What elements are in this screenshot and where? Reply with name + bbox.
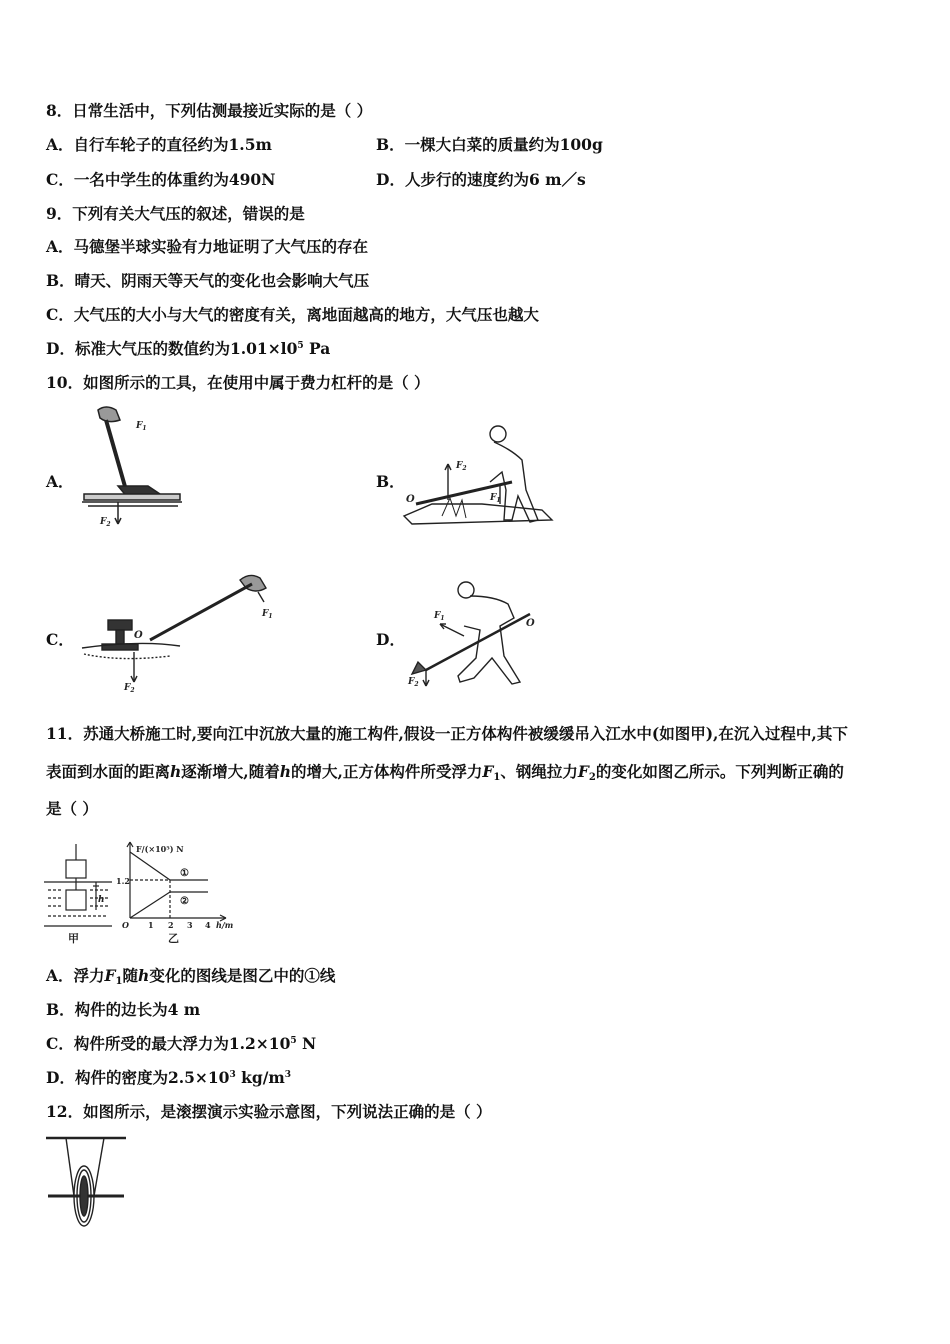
graph-y-axis-label: F/(×10⁵) N [136,844,184,854]
q11-option-a: A．浮力$F_1$随h变化的图线是图乙中的①线 [46,966,336,987]
q9-option-a: A．马德堡半球实验有力地证明了大气压的存在 [46,237,369,256]
q9-option-b: B．晴天、阴雨天等天气的变化也会影响大气压 [46,271,370,290]
q11-line-1: 11．苏通大桥施工时,要向江中沉放大量的施工构件,假设一正方体构件被缓缓吊入江水中(如图甲),在沉入过程中,其下 [46,724,848,743]
figure-d-f2-label: $F_2$ [408,677,419,688]
graph-line-1 [130,852,170,880]
q9-stem: 9．下列有关大气压的叙述，错误的是 [46,204,305,223]
figure-yi-caption: 乙 [168,932,179,945]
q11-line-3: 是（ ） [46,799,98,818]
q9-d-unit: Pa [303,339,331,358]
q8-option-d: D．人步行的速度约为6 m／s [376,170,586,189]
q11-figure-yi [114,838,244,948]
q11-option-c: C．构件所受的最大浮力为$1.2\times 10^5$ N [46,1034,317,1053]
q8-option-c: C．一名中学生的体重约为490N [46,170,276,189]
graph-x-tick-4: 4 [205,920,211,930]
q10-figure-a [78,402,188,530]
graph-y-tick: 1.2 [116,876,130,886]
q11-option-d: D．构件的密度为$2.5\times 10^3$ $kg/m^3$ [46,1068,292,1087]
graph-line-1-label: ① [180,868,189,879]
graph-x-tick-3: 3 [187,920,193,930]
q11-line-2: 表面到水面的距离h逐渐增大,随着h的增大,正方体构件所受浮力$F_1$、钢绳拉力$F_2$的变化如图乙所示。下列判断正确的 [46,762,844,783]
figure-c-fulcrum-label: O [134,630,143,641]
graph-x-tick-1: 1 [148,920,154,930]
q9-d-exponent: 5 [297,341,304,351]
q9-option-d [46,339,330,359]
q11-option-b: B．构件的边长为4 m [46,1000,201,1019]
q11-figure-jia [42,842,114,946]
q10-label-c: C． [46,630,74,649]
q10-figure-c [80,570,280,694]
q12-figure-maxwell-wheel [44,1134,128,1230]
figure-b-fulcrum-label: O [406,494,415,505]
q10-figure-d [404,578,544,690]
graph-origin: O [122,920,129,930]
q9-option-c: C．大气压的大小与大气的密度有关，离地面越高的地方，大气压也越大 [46,305,539,324]
figure-jia-h-label: h [98,895,105,905]
q8-option-b: B．一棵大白菜的质量约为100g [376,135,603,154]
figure-d-f1-label: $F_1$ [434,611,445,622]
graph-line-2 [130,892,170,918]
figure-a-f2-label: $F_2$ [100,517,111,528]
q8-stem: 8．日常生活中，下列估测最接近实际的是（ ） [46,101,373,120]
q12-stem: 12．如图所示，是滚摆演示实验示意图，下列说法正确的是（ ） [46,1102,492,1121]
figure-b-f2-label: $F_2$ [456,461,467,472]
q10-label-a: A． [46,472,74,491]
q10-figure-b [402,420,558,532]
q8-option-a: A．自行车轮子的直径约为1.5m [46,135,272,154]
q10-stem: 10．如图所示的工具，在使用中属于费力杠杆的是（ ） [46,373,430,392]
figure-jia-caption: 甲 [68,932,79,945]
q10-label-b: B． [376,472,405,491]
graph-line-2-label: ② [180,896,189,907]
graph-x-tick-2: 2 [168,920,174,930]
figure-a-f1-label: $F_1$ [136,421,147,432]
figure-b-f1-label: $F_1$ [490,493,501,504]
graph-x-axis-label: h/m [216,920,234,930]
q9-d-text: D．标准大气压的数值约为1.01×l0 [46,339,298,358]
figure-c-f1-label: $F_1$ [262,609,273,620]
figure-d-fulcrum-label: O [526,618,535,629]
figure-c-f2-label: $F_2$ [124,683,135,694]
q10-label-d: D． [376,630,405,649]
